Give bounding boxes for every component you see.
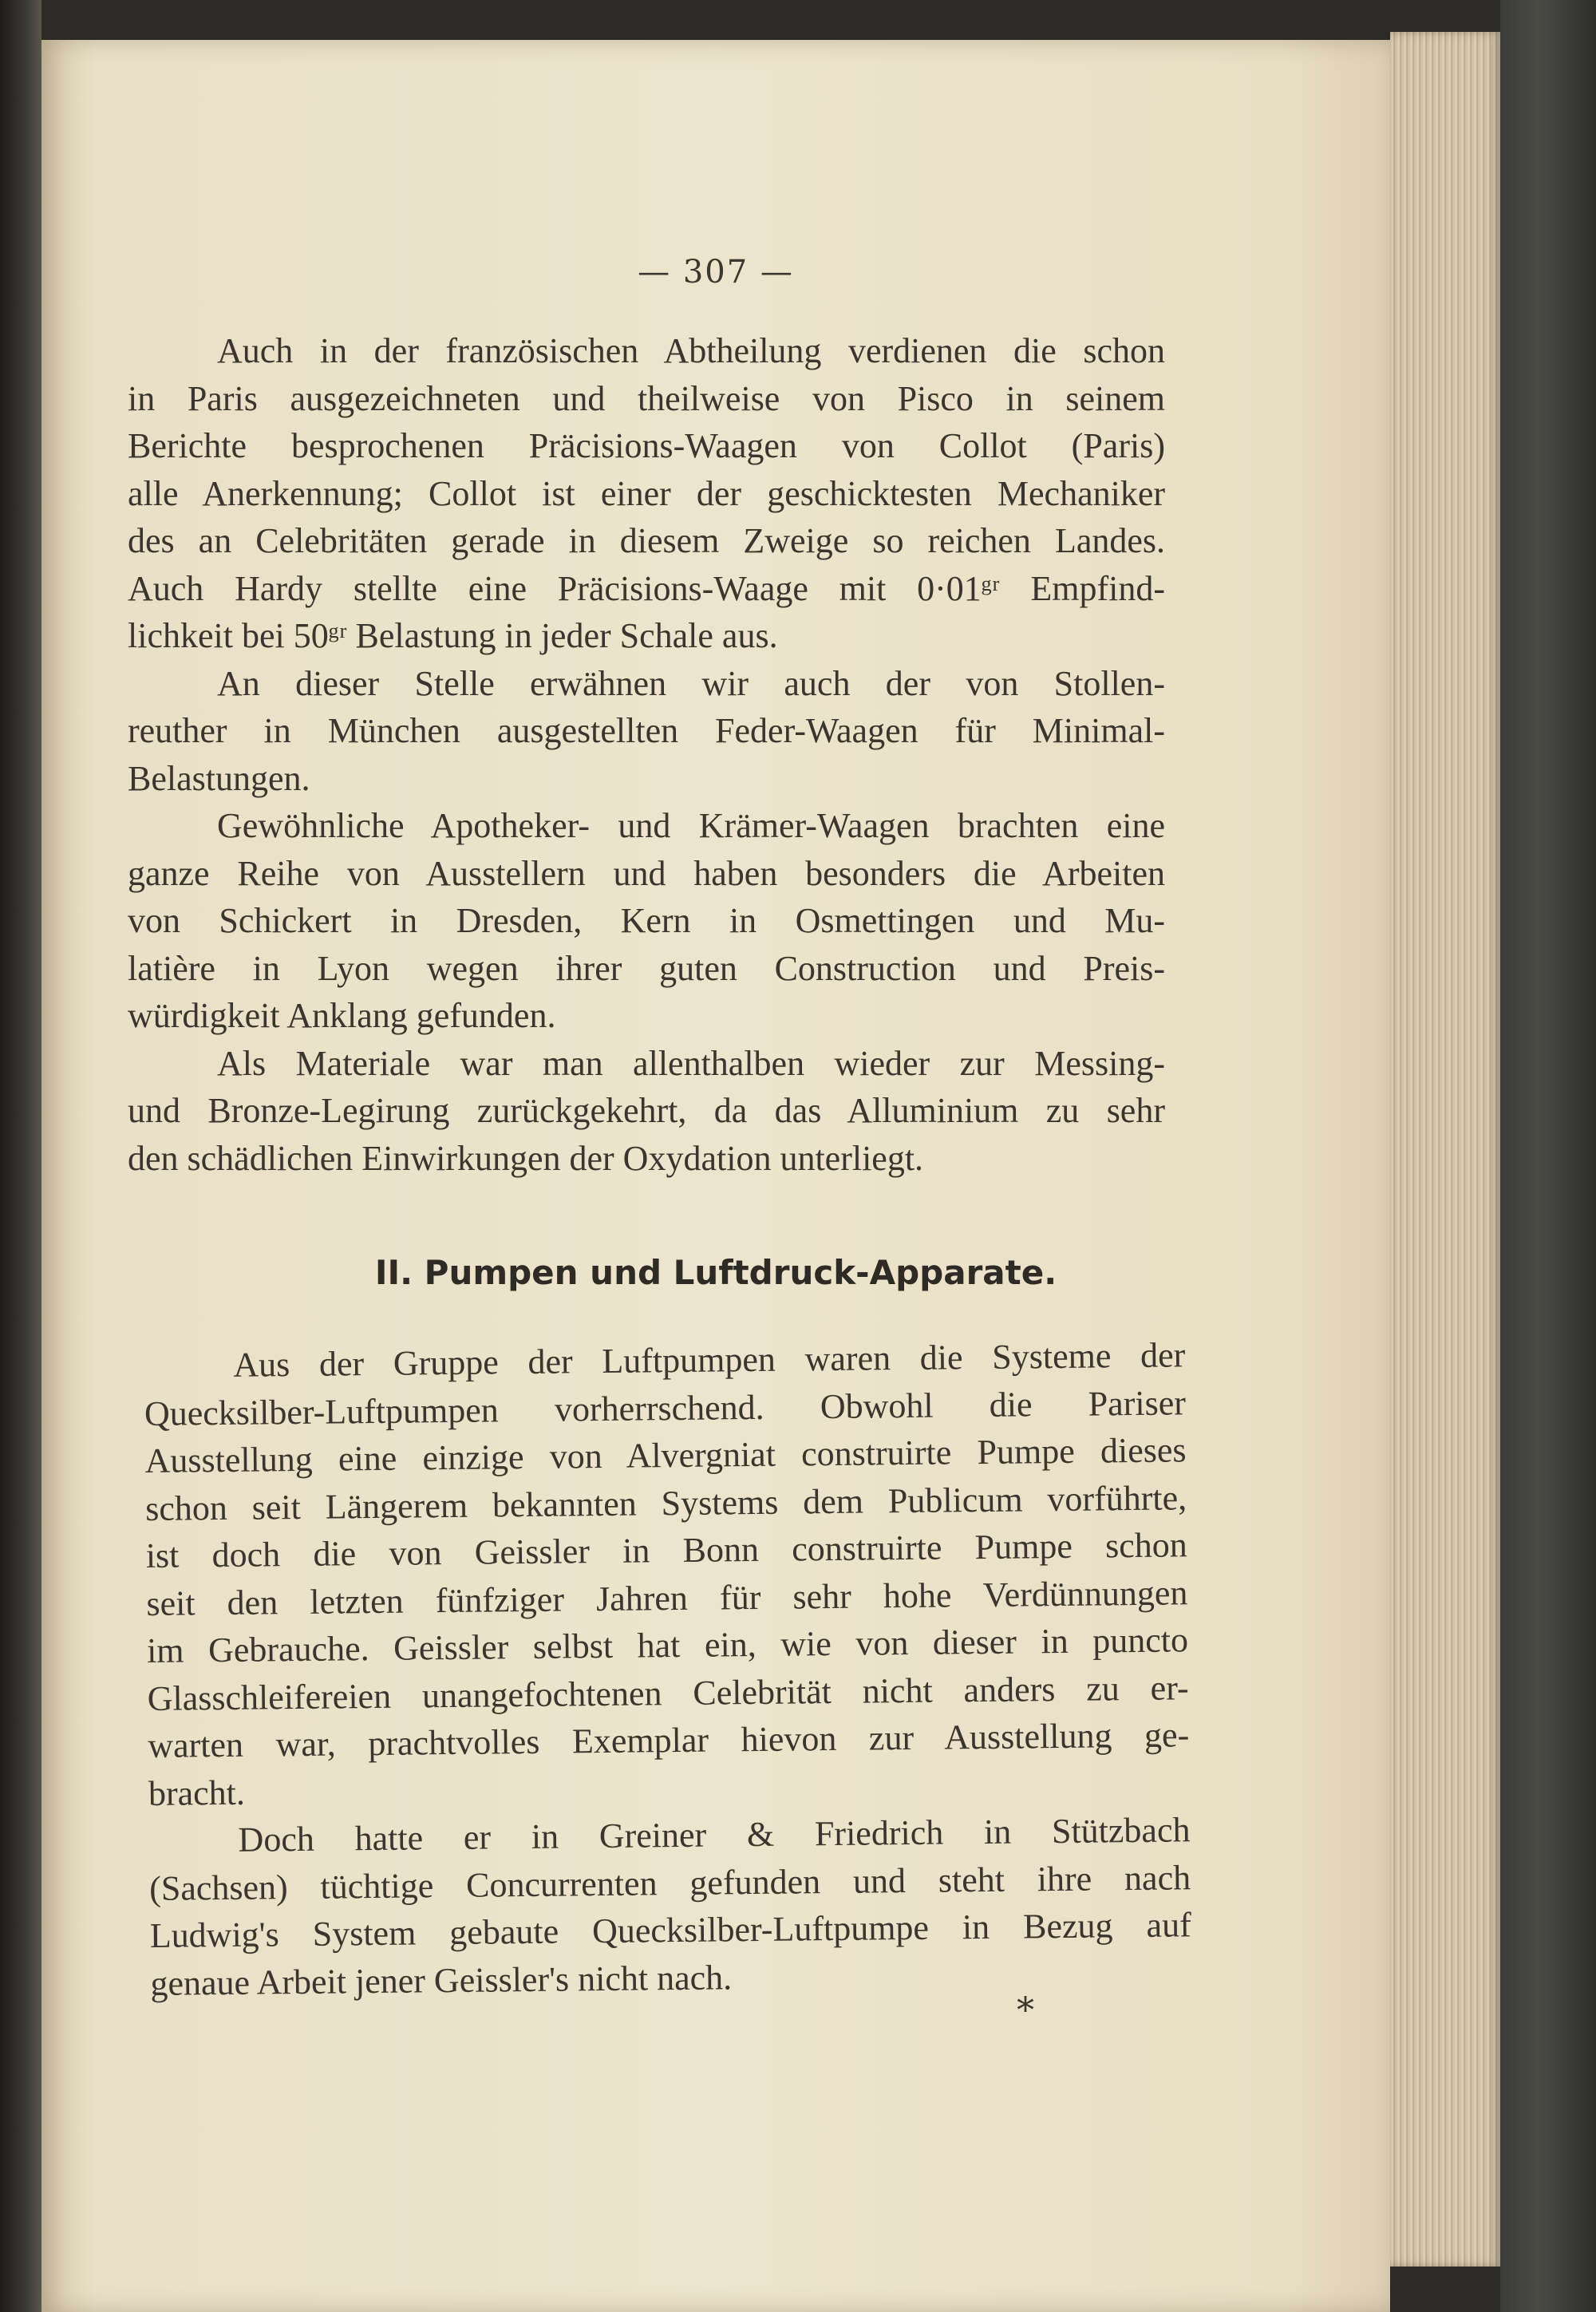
page-fore-edge (1390, 32, 1500, 2267)
text-line: Ludwig's System gebaute Quecksilber-Luftpumpe in Bezug auf (149, 1905, 1191, 1955)
text-line: des an Celebritäten gerade in diesem Zweige so reichen Landes. (128, 521, 1165, 560)
right-book-cover (1500, 0, 1596, 2312)
text-line: Ausstellung eine einzige von Alvergniat construirte Pumpe dieses (144, 1430, 1187, 1480)
text-line: von Schickert in Dresden, Kern in Osmettingen und Mu- (128, 901, 1165, 940)
text-line: lichkeit bei 50ᵍʳ Belastung in jeder Schale aus. (128, 616, 778, 655)
text-line: Quecksilber-Luftpumpen vorherrschend. Obwohl die Pariser (144, 1382, 1187, 1433)
text-line: Gewöhnliche Apotheker- und Krämer-Waagen brachten eine (217, 806, 1165, 845)
text-line: den schädlichen Einwirkungen der Oxydation unterliegt. (128, 1138, 924, 1178)
text-line: Belastungen. (128, 758, 310, 798)
body-text-section-2 (144, 1331, 1192, 2007)
text-line: und Bronze-Legirung zurückgekehrt, da das Alluminium zu sehr (128, 1091, 1165, 1130)
text-line: (Sachsen) tüchtige Concurrenten gefunden und steht ihre nach (148, 1857, 1191, 1908)
footnote-mark: * (1017, 1990, 1034, 2031)
text-line: Auch in der französischen Abtheilung verdienen die schon (217, 331, 1165, 370)
text-line: in Paris ausgezeichneten und theilweise von Pisco in seinem (128, 378, 1165, 418)
text-line: schon seit Längerem bekannten Systems dem Publicum vorführte, (144, 1477, 1187, 1528)
text-line: Glasschleifereien unangefochtenen Celebrität nicht anders zu er- (147, 1667, 1189, 1718)
text-line: warten war, prachtvolles Exemplar hievon zur Ausstellung ge- (148, 1715, 1190, 1765)
page-number: — 307 — (638, 254, 794, 290)
text-line: im Gebrauche. Geissler selbst hat ein, wie von dieser in puncto (146, 1620, 1189, 1670)
text-line: seit den letzten fünfziger Jahren für sehr hohe Verdünnungen (146, 1572, 1188, 1623)
left-book-cover (0, 0, 41, 2312)
body-text-section-1 (128, 327, 1165, 1182)
text-line: latière in Lyon wegen ihrer guten Construction und Preis- (128, 948, 1165, 988)
text-line: ist doch die von Geissler in Bonn construirte Pumpe schon (145, 1525, 1187, 1575)
text-line: An dieser Stelle erwähnen wir auch der von Stollen- (217, 663, 1165, 703)
section-heading: II. Pumpen und Luftdruck-Apparate. (374, 1253, 1057, 1292)
book-page (41, 40, 1390, 2312)
text-line: würdigkeit Anklang gefunden. (128, 996, 556, 1035)
text-line: Doch hatte er in Greiner & Friedrich in Stützbach (238, 1810, 1191, 1859)
text-line: Berichte besprochenen Präcisions-Waagen von Collot (Paris) (128, 426, 1165, 465)
text-line: reuther in München ausgestellten Feder-Waagen für Minimal- (128, 711, 1165, 750)
text-line: alle Anerkennung; Collot ist einer der geschicktesten Mechaniker (128, 473, 1165, 513)
text-line: ganze Reihe von Ausstellern und haben besonders die Arbeiten (128, 853, 1165, 893)
text-line: Aus der Gruppe der Luftpumpen waren die Systeme der (233, 1335, 1186, 1385)
text-line: Als Materiale war man allenthalben wieder zur Messing- (217, 1043, 1165, 1083)
text-line: Auch Hardy stellte eine Präcisions-Waage mit 0·01ᵍʳ Empfind- (128, 568, 1165, 608)
text-line: genaue Arbeit jener Geissler's nicht nach. (150, 1957, 733, 2003)
text-line: bracht. (148, 1773, 246, 1813)
